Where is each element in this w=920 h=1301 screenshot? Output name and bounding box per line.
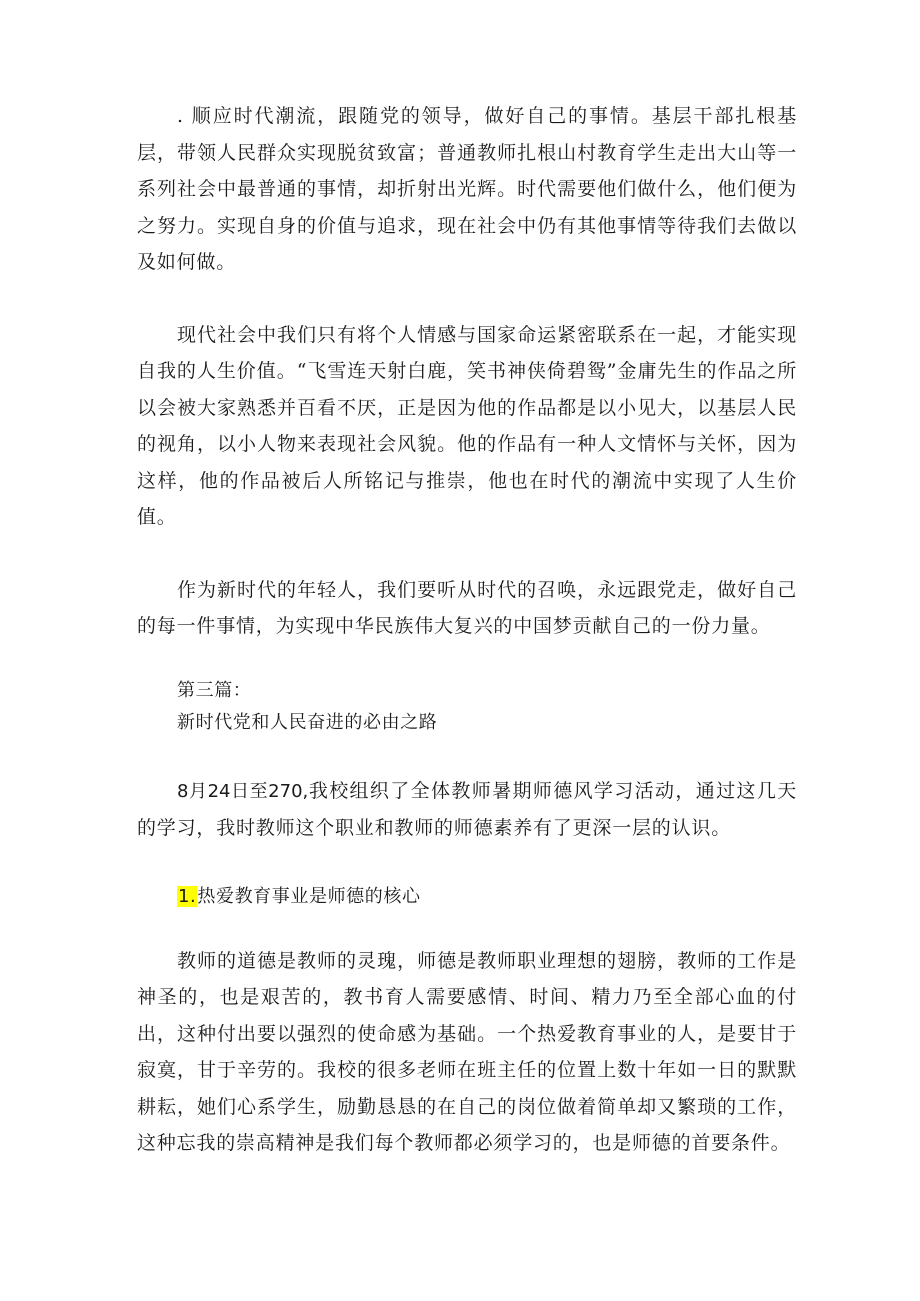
paragraph-4-text: 我校组织了全体教师暑期师德风学习活动，通过这几天的学习，我时教师这个职业和教师的师德素养有了更深一层的认识。 — [137, 779, 798, 839]
paragraph-1: . 顺应时代潮流，跟随党的领导，做好自己的事情。基层干部扎根基层，带领人民群众实现脱贫致富；普通教师扎根山村教育学生走出大山等一系列社会中最普通的事情，却折射出光辉。时代需要他们做什么，他们便为之努力。实现自身的价值与追求，现在社会中仍有其他事情等待我们去做以及如何做。 — [137, 105, 797, 273]
subsection-heading — [177, 879, 797, 915]
section-title: 新时代党和人民奋进的必由之路 — [177, 711, 438, 733]
paragraph-4-date: 8月24日至270, — [177, 780, 309, 802]
paragraph-3: 作为新时代的年轻人，我们要听从时代的召唤，永远跟党走，做好自己的每一件事情，为实现中华民族伟大复兴的中国梦贡献自己的一份力量。 — [137, 578, 797, 637]
section-label: 第三篇： — [177, 679, 252, 701]
paragraph-5: 教师的道德是教师的灵瑰，师德是教师职业理想的翅膀，教师的工作是神圣的，也是艰苦的，教书育人需要感情、时间、精力乃至全部心血的付出，这种付出要以强烈的使命感为基础。一个热爱教育事业的人，是要甘于寂寞，甘于辛劳的。我校的很多老师在班主任的位置上数十年如一日的默默耕耘，她们心系学生，励勤恳恳的在自己的岗位做着简单却又繁琐的工作，这种忘我的崇高精神是我们每个教师都必须学习的，也是师德的首要条件。 — [137, 949, 797, 1154]
document-page — [137, 98, 797, 1162]
subsection-heading-text: 热爱教育事业是师德的核心 — [197, 885, 421, 907]
highlighted-number: 1. — [178, 885, 197, 907]
paragraph-4 — [137, 773, 797, 847]
paragraph-2: 现代社会中我们只有将个人情感与国家命运紧密联系在一起，才能实现自我的人生价值。“飞雪连天射白鹿，笑书神侠倚碧鸳”金庸先生的作品之所以会被大家熟悉并百看不厌，正是因为他的作品都是以小见大，以基层人民的视角，以小人物来表现社会风貌。他的作品有一种人文情怀与关怀，因为这样，他的作品被后人所铭记与推崇，他也在时代的潮流中实现了人生价值。 — [137, 323, 797, 528]
